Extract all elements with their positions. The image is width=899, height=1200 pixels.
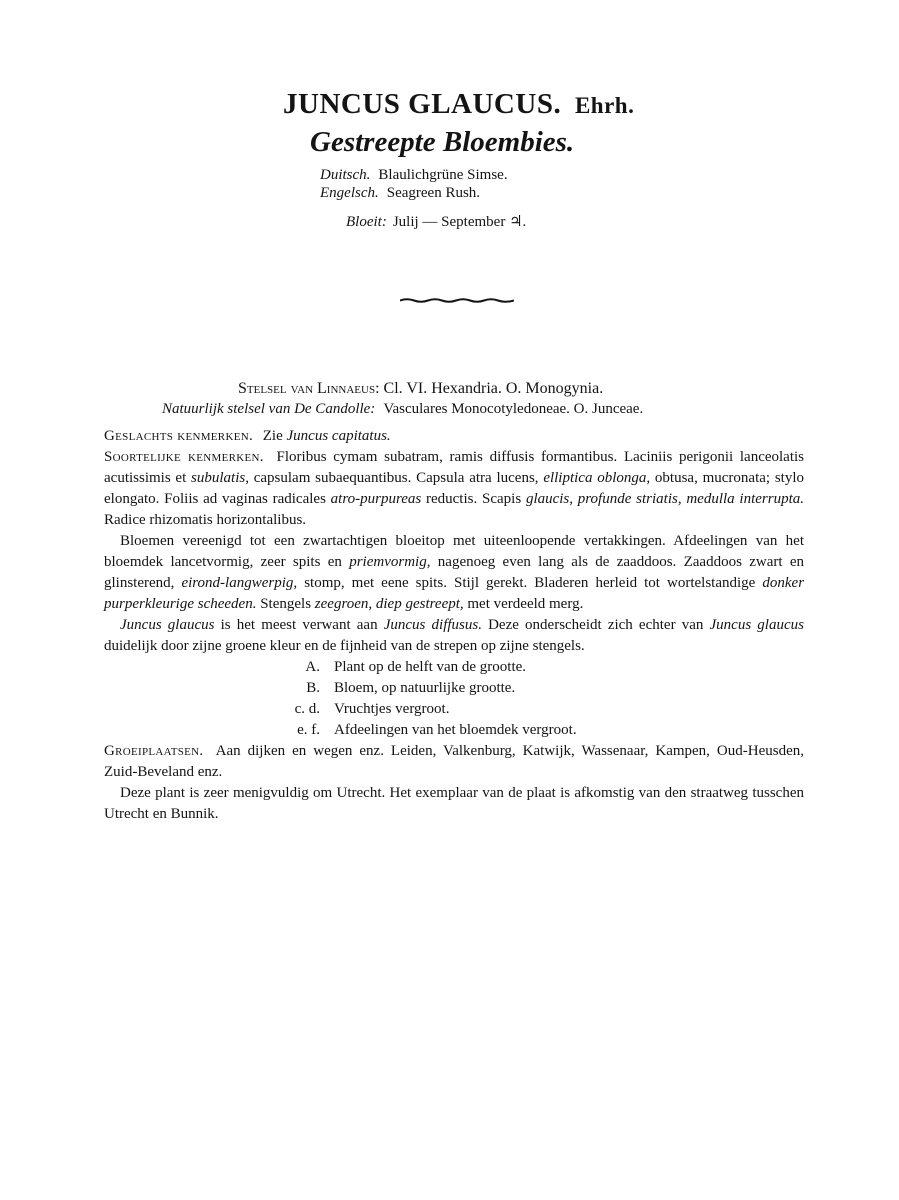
species-author: Ehrh. bbox=[574, 93, 635, 118]
decandolle-value: Vasculares Monocotyledoneae. O. Junceae. bbox=[383, 401, 644, 417]
genus-text: Zie bbox=[262, 428, 283, 444]
related-italic: Juncus glaucus bbox=[120, 617, 215, 633]
linnaeus-value: Cl. VI. Hexandria. O. Monogynia. bbox=[383, 380, 604, 397]
species-italic: atro-purpureas bbox=[330, 491, 422, 507]
german-label: Duitsch. bbox=[320, 167, 371, 183]
habitats-label: Groeiplaatsen. bbox=[104, 743, 204, 759]
plate-text: Vruchtjes vergroot. bbox=[334, 701, 450, 717]
german-name-row bbox=[320, 166, 508, 184]
closing-note bbox=[104, 783, 804, 825]
species-text: Floribus cymam subatram, ramis diffusis formantibus. Laciniis perigonii lanceolatis acutissimis et bbox=[104, 449, 805, 486]
genus-characters bbox=[104, 426, 804, 447]
description-italic: donker purperkleurige scheeden. bbox=[104, 575, 805, 612]
german-name: Blaulichgrüne Simse. bbox=[378, 167, 508, 183]
plate-legend bbox=[104, 657, 804, 741]
bloeit-label: Bloeit: bbox=[346, 214, 387, 230]
plate-legend-row bbox=[260, 699, 804, 720]
flowering-period bbox=[346, 212, 526, 231]
closing-text: Deze plant is zeer menigvuldig om Utrecht. Het exemplaar van de plaat is afkomstig van den straatweg tusschen Utrecht en Bunnik. bbox=[104, 785, 804, 822]
english-name-row bbox=[320, 184, 508, 202]
related-species bbox=[104, 615, 804, 657]
description-text: nagenoeg even lang als de zaaddoos. Zaaddoos zwart en glinsterend, bbox=[104, 554, 805, 591]
plate-legend-row bbox=[260, 720, 804, 741]
species-text: Radice rhizomatis horizontalibus. bbox=[104, 512, 307, 528]
species-text: capsulam subaequantibus. Capsula atra lucens, bbox=[253, 470, 539, 486]
related-text: Deze onderscheidt zich echter van bbox=[488, 617, 704, 633]
genus-label: Geslachts kenmerken. bbox=[104, 428, 254, 444]
plate-text: Afdeelingen van het bloemdek vergroot. bbox=[334, 722, 577, 738]
decorative-rule bbox=[400, 298, 514, 303]
related-italic: Juncus glaucus bbox=[709, 617, 804, 633]
plate-legend-row bbox=[260, 657, 804, 678]
description-italic: eirond-langwerpig, bbox=[181, 575, 298, 591]
species-characters bbox=[104, 447, 804, 531]
plate-key: B. bbox=[306, 680, 320, 696]
english-label: Engelsch. bbox=[320, 185, 379, 201]
habitats-text: Aan dijken en wegen enz. Leiden, Valkenburg, Katwijk, Wassenaar, Kampen, Oud-Heusden, Zuid-Beveland enz. bbox=[104, 743, 804, 780]
genus-ref: Juncus capitatus. bbox=[286, 428, 391, 444]
species-italic: glaucis, profunde striatis, medulla interrupta. bbox=[525, 491, 805, 507]
species-text: reductis. Scapis bbox=[426, 491, 522, 507]
species-label: Soortelijke kenmerken. bbox=[104, 449, 264, 465]
plate-key: e. f. bbox=[297, 722, 320, 738]
linnaeus-system bbox=[238, 380, 603, 398]
related-text: duidelijk door zijne groene kleur en de fijnheid van de strepen op zijne stengels. bbox=[104, 638, 585, 654]
species-name: JUNCUS GLAUCUS. bbox=[283, 88, 562, 120]
plate-text: Plant op de helft van de grootte. bbox=[334, 659, 527, 675]
plate-legend-row bbox=[260, 678, 804, 699]
plate-text: Bloem, op natuurlijke grootte. bbox=[334, 680, 516, 696]
species-text: obtusa, mucronata; stylo elongato. Foliis ad vaginas radicales bbox=[104, 470, 805, 507]
species-italic: subulatis, bbox=[191, 470, 249, 486]
species-italic: elliptica oblonga, bbox=[543, 470, 651, 486]
description-italic: zeegroen, diep gestreept, bbox=[314, 596, 464, 612]
bloeit-value: Julij — September ♃. bbox=[392, 214, 527, 230]
linnaeus-label: Stelsel van Linnaeus: bbox=[238, 380, 380, 397]
description-italic: priemvormig, bbox=[349, 554, 431, 570]
english-name: Seagreen Rush. bbox=[386, 185, 481, 201]
decandolle-system bbox=[162, 401, 643, 418]
description-text: Stengels bbox=[260, 596, 312, 612]
dutch-description bbox=[104, 531, 804, 615]
decandolle-label: Natuurlijk stelsel van De Candolle: bbox=[162, 401, 376, 417]
plate-key: c. d. bbox=[294, 701, 320, 717]
dutch-name: Gestreepte Bloembies. bbox=[310, 126, 575, 158]
description-text: met verdeeld merg. bbox=[467, 596, 584, 612]
common-names bbox=[320, 166, 508, 202]
description-text: Bloemen vereenigd tot een zwartachtigen bloeitop met uiteenloopende vertakkingen. Afdeelingen van het bloemdek lancetvormig, zeer spits en bbox=[104, 533, 804, 570]
related-text: is het meest verwant aan bbox=[220, 617, 378, 633]
habitats bbox=[104, 741, 804, 783]
description-text: stomp, met eene spits. Stijl gerekt. Bladeren herleid tot wortelstandige bbox=[304, 575, 756, 591]
plate-key: A. bbox=[305, 659, 320, 675]
species-title bbox=[283, 88, 634, 121]
related-italic: Juncus diffusus. bbox=[383, 617, 482, 633]
description-body bbox=[104, 426, 804, 825]
